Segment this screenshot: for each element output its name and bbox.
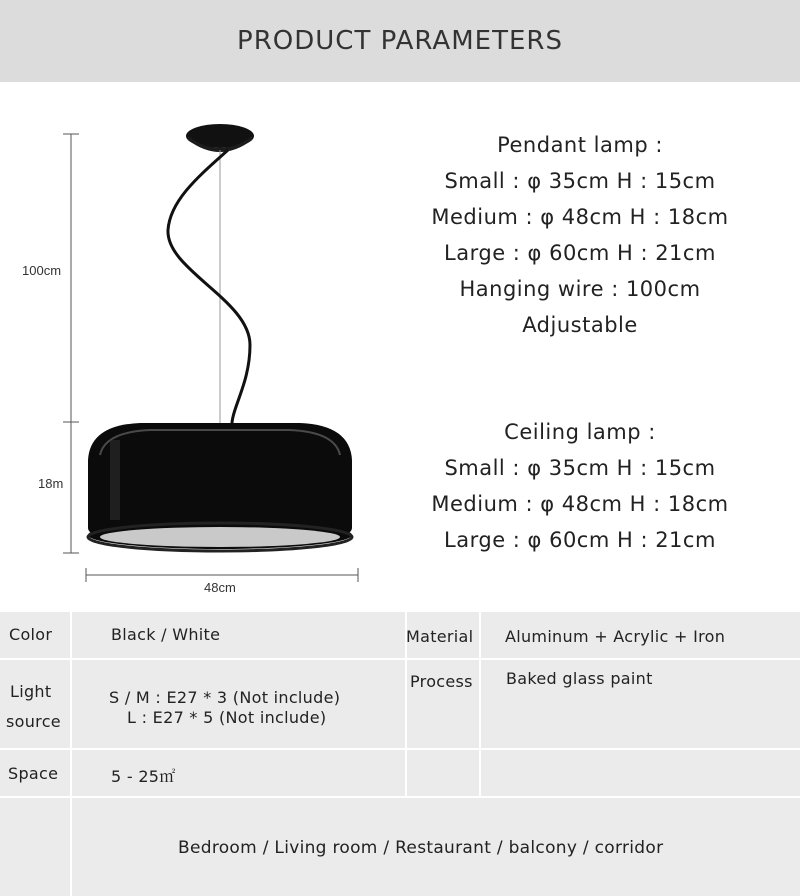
space-label: Space bbox=[8, 764, 59, 783]
ceiling-line: Small : φ 35cm H : 15cm bbox=[444, 456, 716, 480]
ceiling-title: Ceiling lamp : bbox=[504, 420, 656, 444]
power-cord bbox=[168, 150, 250, 428]
light-label: Light bbox=[10, 682, 52, 701]
page-title: PRODUCT PARAMETERS bbox=[237, 26, 563, 56]
lamp-shade bbox=[88, 423, 352, 551]
color-value: Black / White bbox=[111, 625, 221, 644]
pendant-title: Pendant lamp : bbox=[497, 133, 663, 157]
material-value: Aluminum + Acrylic + Iron bbox=[505, 627, 726, 646]
pendant-line: Adjustable bbox=[522, 313, 638, 337]
light-label: source bbox=[6, 712, 61, 731]
pendant-line: Medium : φ 48cm H : 18cm bbox=[431, 205, 729, 229]
pendant-line: Small : φ 35cm H : 15cm bbox=[444, 169, 716, 193]
ceiling-line: Medium : φ 48cm H : 18cm bbox=[431, 492, 729, 516]
light-value: S / M : E27 * 3 (Not include) bbox=[109, 688, 341, 707]
process-value: Baked glass paint bbox=[506, 669, 653, 688]
header-bar bbox=[0, 0, 800, 82]
height-label: 100cm bbox=[22, 263, 62, 278]
space-value: 5 - 25㎡ bbox=[111, 767, 176, 786]
lamp-illustration bbox=[0, 82, 400, 612]
light-value: L : E27 * 5 (Not include) bbox=[127, 708, 327, 727]
pendant-line: Hanging wire : 100cm bbox=[459, 277, 701, 301]
empty-cell bbox=[407, 750, 479, 796]
parameter-table bbox=[0, 612, 800, 896]
width-label: 48cm bbox=[204, 580, 236, 595]
ceiling-specs bbox=[390, 414, 770, 558]
usage-text: Bedroom / Living room / Restaurant / balcony / corridor bbox=[178, 838, 664, 858]
pendant-line: Large : φ 60cm H : 21cm bbox=[444, 241, 716, 265]
material-label: Material bbox=[406, 627, 474, 646]
color-label: Color bbox=[9, 625, 53, 644]
height-dimension-line bbox=[63, 134, 79, 553]
shade-height-label: 18m bbox=[38, 476, 64, 491]
process-label: Process bbox=[410, 672, 473, 691]
ceiling-line: Large : φ 60cm H : 21cm bbox=[444, 528, 716, 552]
empty-cell bbox=[481, 750, 800, 796]
pendant-specs bbox=[390, 127, 770, 343]
light-label-cell bbox=[0, 660, 70, 748]
empty-cell bbox=[0, 798, 70, 896]
